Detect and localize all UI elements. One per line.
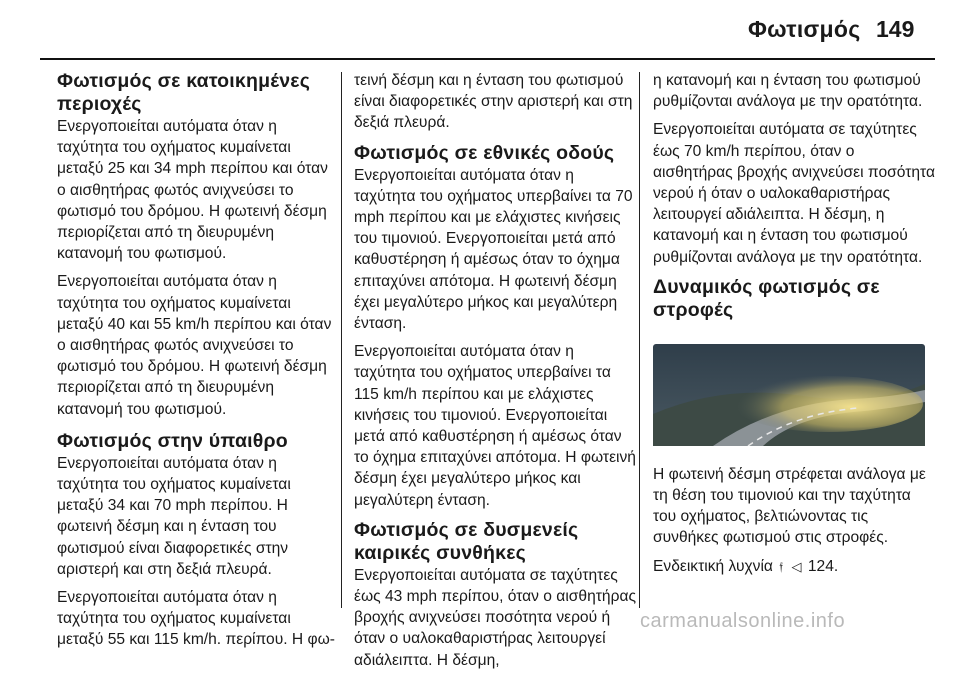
paragraph: Ενεργοποιείται αυτόματα όταν η ταχύτητα του οχήματος υπερβαίνει τα 115 km/h περίπου και με ελάχιστες κινήσεις του τιμονιού. Ενεργοποιείται μετά από καθυστέρηση ή αμέσως όταν το όχημα επιταχύνει απότομα. Η φωτεινή δέσμη έχει μεγαλύτερο μήκος και μεγαλύτερη ένταση. [354,343,636,509]
column-left [57,70,339,658]
reference-line [653,556,935,578]
watermark: carmanualsonline.info [640,610,846,632]
paragraph: Ενεργοποιείται αυτόματα σε ταχύτητες έως 70 km/h περίπου, όταν ο αισθητήρας βροχής ανιχνεύσει ποσότητα νερού ή όταν ο υαλοκαθαριστήρας λειτουργεί αδιάλειπτα. Η δέσμη, η κατανομή και η ένταση του φωτισμού ρυθμίζονται ανάλογα με την ορατότητα. [653,121,935,266]
paragraph: Ενεργοποιείται αυτόματα όταν η ταχύτητα του οχήματος κυμαίνεται μεταξύ 25 και 34 mph περίπου και όταν ο αισθητήρας φωτός ανιχνεύσει το φωτισμό του δρόμου. Η φωτεινή δέσμη περιορίζεται από τη διευρυμένη κατανομή του φωτισμού. [57,118,328,263]
page-number: 149 [876,16,915,42]
column-middle [354,70,636,678]
paragraph: Ενεργοποιείται αυτόματα όταν η ταχύτητα του οχήματος κυμαίνεται μεταξύ 40 και 55 km/h περίπου και όταν ο αισθητήρας φωτός ανιχνεύσει το φωτισμό του δρόμου. Η φωτεινή δέσμη περιορίζεται από τη διευρυμένη κατανομή του φωτισμού. [57,273,332,418]
indicator-lamp-icon: 𝔣 [779,559,784,575]
column-divider [639,72,640,608]
header-divider [40,58,935,60]
heading-motorway-lighting: Φωτισμός σε εθνικές οδούς [354,141,615,164]
reference-label: Ενδεικτική λυχνία [653,557,773,575]
paragraph: Ενεργοποιείται αυτόματα όταν η ταχύτητα του οχήματος κυμαίνεται μεταξύ 55 και 115 km/h. περίπου. Η φω- [57,589,335,649]
paragraph: Ενεργοποιείται αυτόματα όταν η ταχύτητα του οχήματος υπερβαίνει τα 70 mph περίπου και με ελάχιστες κινήσεις του τιμονιού. Ενεργοποιείται μετά από καθυστέρηση ή αμέσως όταν το όχημα επιταχύνει απότομα. Η φωτεινή δέσμη έχει μεγαλύτερο μήκος και μεγαλύτερη ένταση. [354,166,633,333]
column-divider [341,72,342,608]
page-header [0,0,960,62]
column-right [653,70,935,585]
page-title: Φωτισμός [748,16,861,42]
heading-country-lighting: Φωτισμός στην ύπαιθρο [57,429,288,452]
heading-dynamic-curve-lighting: Δυναμικός φωτισμός σε στροφές [653,275,880,321]
paragraph: Ενεργοποιείται αυτόματα όταν η ταχύτητα του οχήματος κυμαίνεται μεταξύ 34 και 70 mph περίπου. Η φωτεινή δέσμη και η ένταση του φωτισμού είναι διαφορετικές στην αριστερή και στη δεξιά πλευρά. [57,454,291,578]
curve-lighting-illustration [653,344,925,446]
page-reference-arrow-icon: ◁ [791,559,802,575]
paragraph: Ενεργοποιείται αυτόματα σε ταχύτητες έως 43 mph περίπου, όταν ο αισθητήρας βροχής ανιχνεύσει ποσότητα νερού ή όταν ο υαλοκαθαριστήρας λειτουργεί αδιάλειπτα. Η δέσμη, [354,566,636,669]
paragraph: τεινή δέσμη και η ένταση του φωτισμού είναι διαφορετικές στην αριστερή και στη δεξιά πλευρά. [354,72,633,132]
reference-page[interactable]: 124. [807,557,839,575]
paragraph: Η φωτεινή δέσμη στρέφεται ανάλογα με τη θέση του τιμονιού και την ταχύτητα του οχήματος, βελτιώνοντας τις συνθήκες φωτισμού στις στροφές. [653,465,926,547]
paragraph: η κατανομή και η ένταση του φωτισμού ρυθμίζονται ανάλογα με την ορατότητα. [653,72,923,111]
heading-urban-lighting: Φωτισμός σε κατοικημένες περιοχές [57,70,311,115]
heading-adverse-weather-lighting: Φωτισμός σε δυσμενείς καιρικές συνθήκες [354,518,579,564]
